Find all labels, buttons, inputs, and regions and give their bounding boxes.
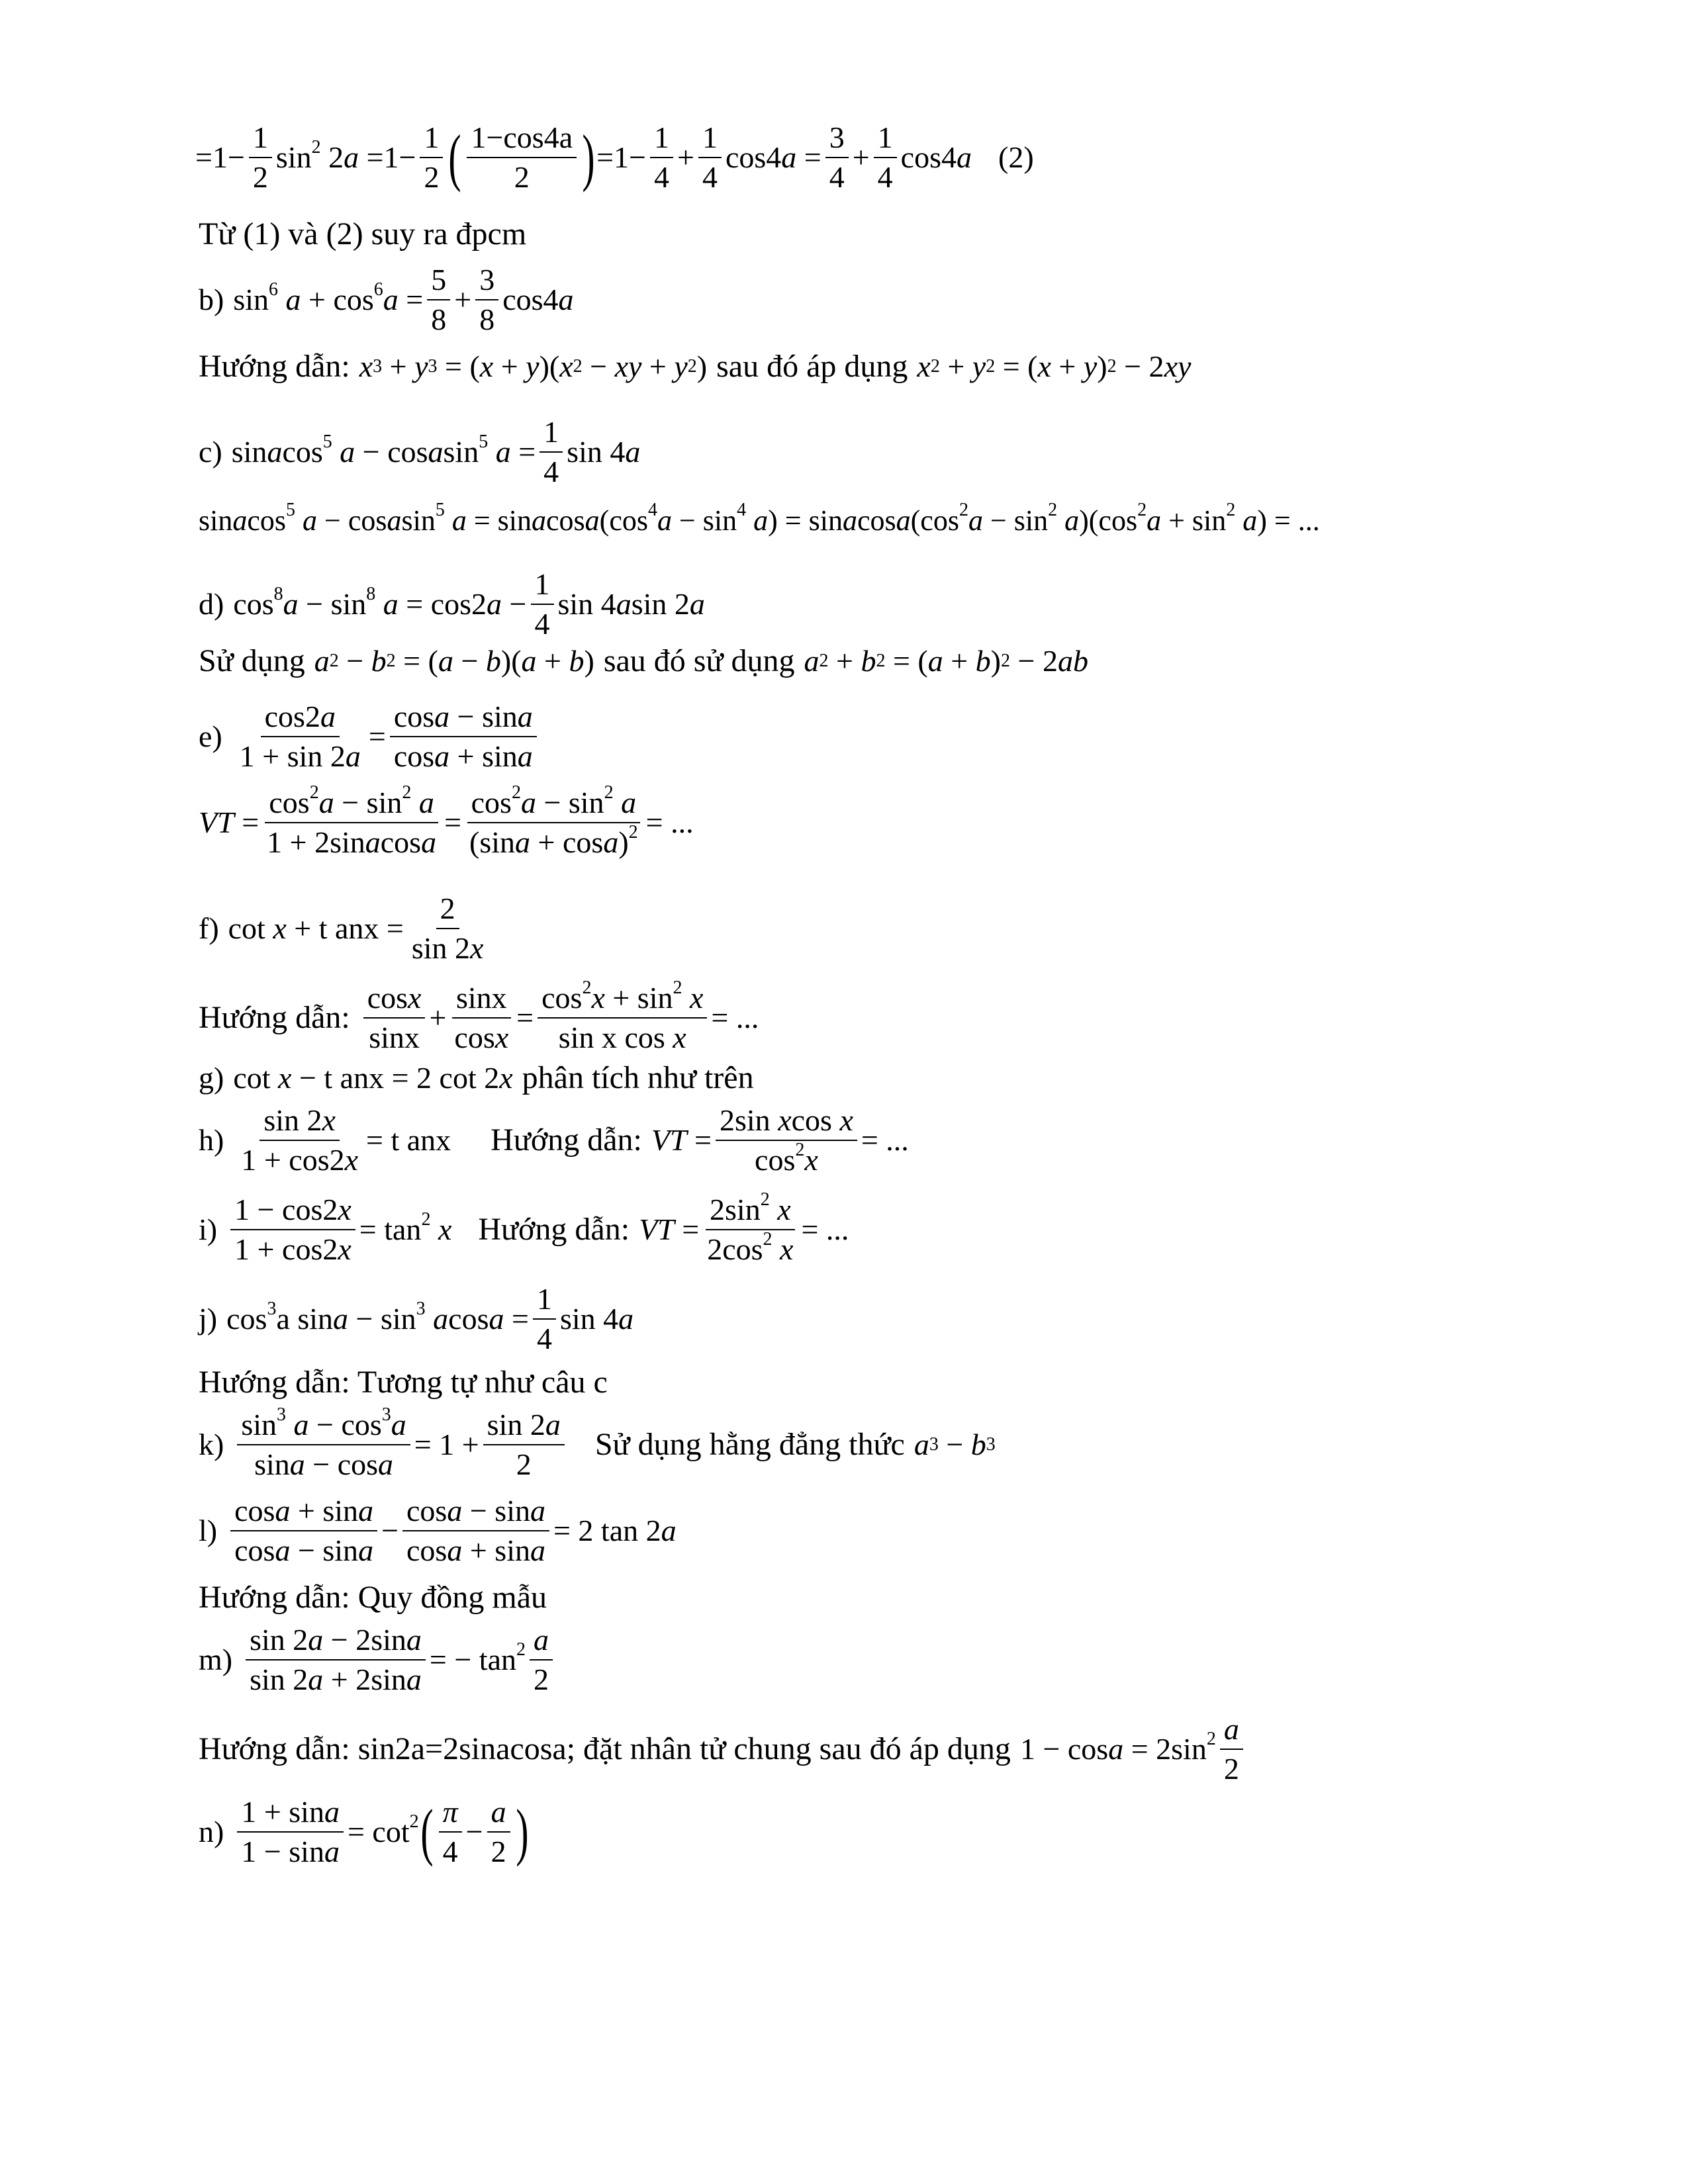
label-c: c)	[199, 435, 222, 469]
label-i: i)	[199, 1212, 218, 1246]
conclusion-line: Từ (1) và (2) suy ra đpcm	[199, 216, 527, 251]
label-j: j)	[199, 1302, 218, 1336]
hint-l: Hướng dẫn: Quy đồng mẫu	[199, 1580, 547, 1615]
problem-h: h) $\frac{\sin 2x}{1 + \cos 2x}$ = t anx Hướng dẫn: VT = $\frac{\text{2sin xcos x}}{\cos^2x}$ = ...	[199, 1103, 909, 1177]
label-n: n)	[199, 1815, 224, 1848]
label-b: b)	[199, 283, 224, 316]
label-l: l)	[199, 1514, 218, 1547]
hint-d-then: sau đó sử dụng	[603, 643, 795, 678]
hint-i-label: Hướng dẫn:	[478, 1212, 630, 1247]
hint-f-label: Hướng dẫn:	[199, 1000, 350, 1035]
hint-label: Hướng dẫn:	[199, 349, 350, 384]
problem-j: j) $\cos^3a$ $\sin a - \sin^3 acosa$ = $\frac{1}{4}$ sin 4a	[199, 1282, 634, 1355]
hint-m: Hướng dẫn: sin2a=2sinacosa; đặt nhân tử chung sau đó áp dụng $1 - \cos a = 2\sin^2$ $\frac{a}{2}$	[199, 1714, 1247, 1784]
hint-b-text: sau đó áp dụng	[716, 349, 908, 384]
hint-h-label: Hướng dẫn:	[491, 1122, 642, 1158]
hint-f: Hướng dẫn: $\frac{\cos x}{\sin x}$ + $\frac{\sin x}{\cos x}$ = $\frac{\cos^2x + \sin^2 x}{\text{sin x cos x}}$ = ...	[199, 978, 759, 1054]
problem-m: m) $\frac{\sin 2a - 2\sin a}{\sin 2a + 2\sin a}$ = − $\tan^2$ $\frac{a}{2}$	[199, 1625, 557, 1695]
label-g: g)	[199, 1061, 224, 1095]
problem-i: i) $\frac{1 - \cos 2x}{1 + \cos 2x}$ = $\tan^2 x$ Hướng dẫn: VT = $\frac{2\sin^2 x}{2\cos^2 x}$ = ...	[199, 1189, 849, 1266]
label-k: k)	[199, 1428, 224, 1461]
hint-b: Hướng dẫn: x 3 + y 3 = ( x + y )( x 2 − xy + y 2 ) sau đó áp dụng x 2 + y 2 = ( x + y ) 2 − 2 xy	[199, 349, 1192, 384]
hint-d-use: Sử dụng	[199, 643, 305, 678]
problem-n: n) $\frac{1 + \sin a}{1 - \sin a}$ = $\cot^2$ ( $\frac{\pi}{4}$ − $\frac{a}{2}$ )	[199, 1795, 529, 1868]
problem-d: d) $\cos^8a - \sin^8 a = \cos 2a$ − $\frac{1}{4}$ sin 4asin 2a	[199, 567, 705, 641]
problem-e: e) $\frac{\cos 2a}{1 + \sin 2a}$ = $\frac{\cos a - \sin a}{\cos a + \sin a}$	[199, 702, 541, 772]
problem-c: c) sinacos$^5$ a − cosasin$^5$ a = $\frac{1}{4}$ sin 4a	[199, 415, 641, 488]
problem-l: l) $\frac{\cos a + \sin a}{\cos a - \sin a}$ − $\frac{\cos a - \sin a}{\cos a + \sin a}$ = 2 tan 2a	[199, 1494, 677, 1567]
problem-b: b) $\sin^6 a + \cos^6a$ = $\frac{5}{8}$ + $\frac{3}{8}$ cos4a	[199, 263, 574, 336]
equation-line-1: =1− $\frac{1}{2}$ $\sin^2 2a =1-$ $\frac{1}{2}$ ( $\frac{1-\cos 4a}{2}$ ) =1− $\frac{1}{4}$ + $\frac{1}{4}$ cos4a = $\frac{3}{4}$ + $\frac{1}{4}$ cos4a (2)	[195, 120, 1034, 194]
problem-g-text: phân tích như trên	[522, 1060, 754, 1095]
expansion-e: VT = $\frac{\cos^2a - \sin^2 a}{\text{1 + 2sinacosa}}$ = $\frac{\cos^2a - \sin^2 a}{(\sin a + \cos a)^2}$ = ...	[199, 782, 694, 859]
hint-d: Sử dụng a 2 − b 2 = ( a − b )( a + b ) sau đó sử dụng a 2 + b 2 = ( a + b ) 2 − 2 ab	[199, 643, 1088, 678]
problem-k: k) $\frac{\sin^3 a - \cos^3a}{\sin a - \cos a}$ = 1 + $\frac{\sin 2a}{2}$ Sử dụng hằng đẳng thức a 3 − b 3	[199, 1404, 996, 1481]
hint-m-text: Hướng dẫn: sin2a=2sinacosa; đặt nhân tử chung sau đó áp dụng	[199, 1731, 1011, 1766]
hint-j: Hướng dẫn: Tương tự như câu c	[199, 1365, 608, 1400]
label-d: d)	[199, 587, 224, 621]
problem-f: f) cot x + t anx = $\frac{2}{\sin 2x}$	[199, 891, 484, 965]
label-f: f)	[199, 911, 219, 945]
problem-k-text: Sử dụng hằng đẳng thức	[594, 1427, 905, 1462]
label-m: m)	[199, 1643, 233, 1676]
label-e: e)	[199, 719, 222, 753]
expansion-c: sinacos$^5$ a − cosasin$^5$ $a = sinacosa(\cos^4a - \sin^4 a)$ = $sinacosa(\cos^2a - \sin^2 a)(\cos^2a + \sin^2 a)$ = ...	[199, 500, 1320, 537]
label-h: h)	[199, 1123, 224, 1157]
problem-g: g) cot x − t anx = 2 cot 2x phân tích như trên	[199, 1060, 754, 1095]
